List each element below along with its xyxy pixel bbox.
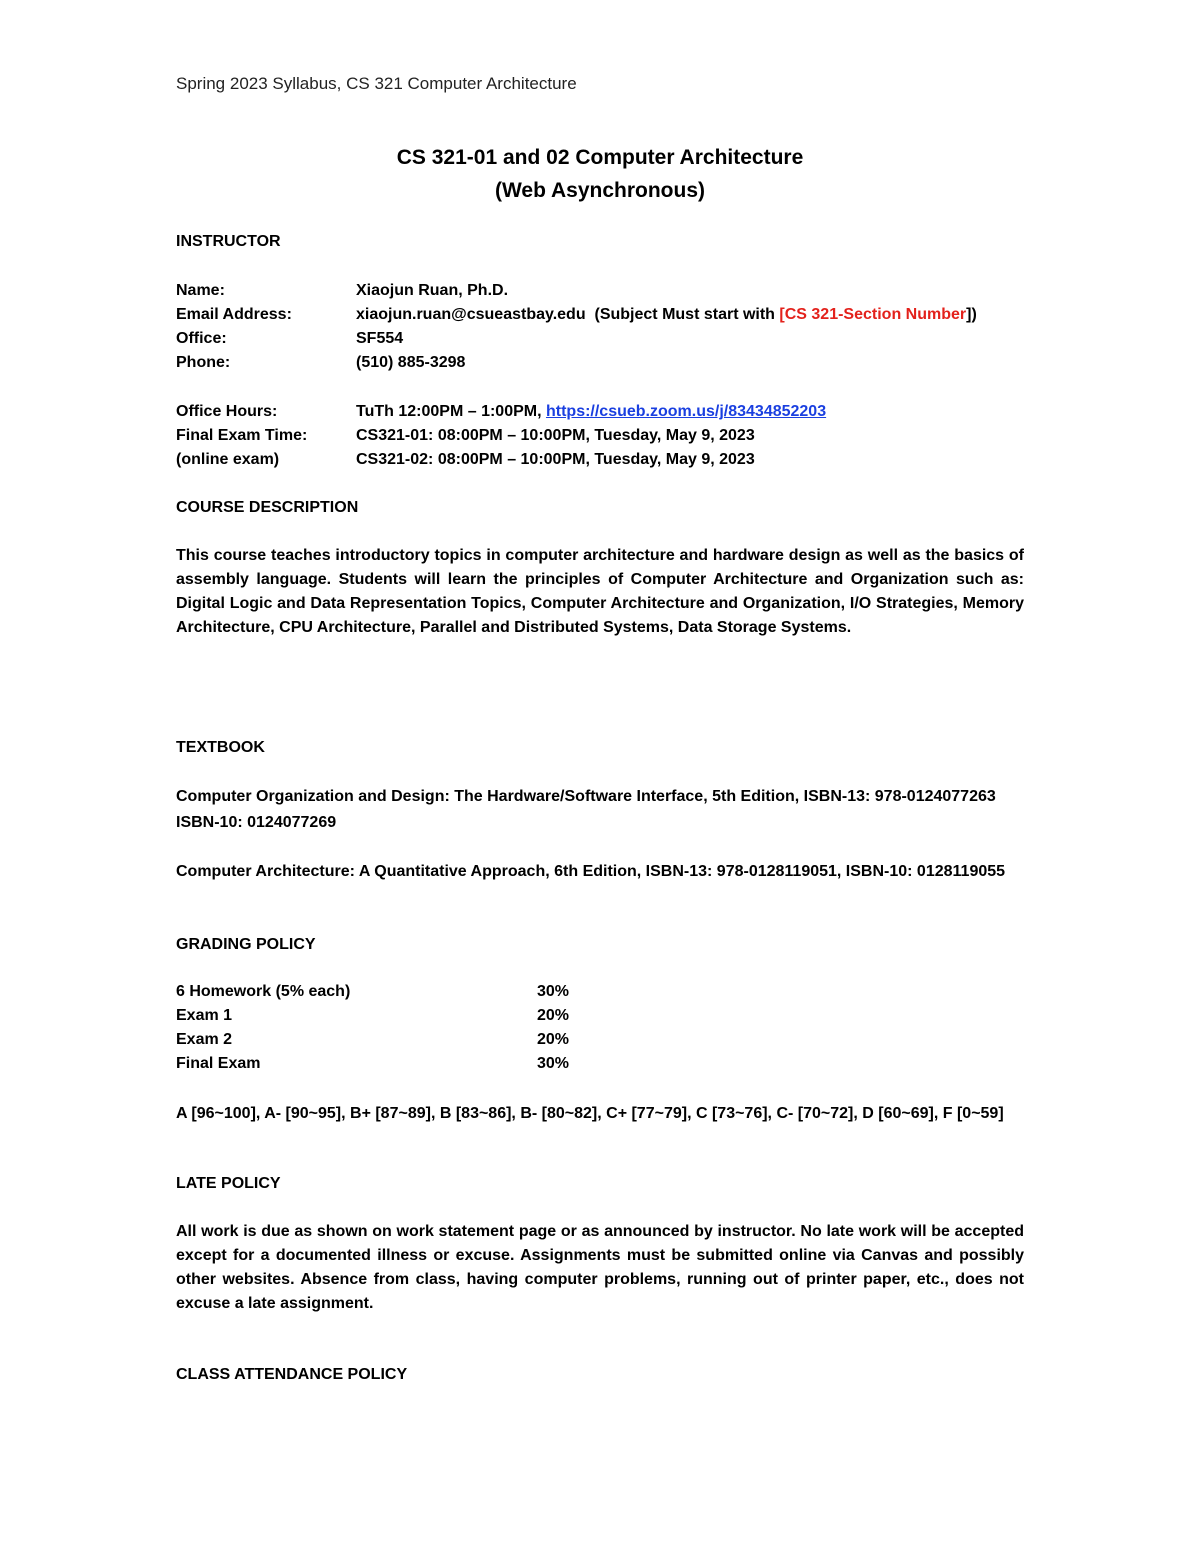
attendance-heading: CLASS ATTENDANCE POLICY xyxy=(176,1366,408,1383)
name-value: Xiaojun Ruan, Ph.D. xyxy=(356,282,509,299)
final-exam-section1: CS321-01: 08:00PM – 10:00PM, Tuesday, May 9, 2023 xyxy=(356,427,755,444)
email-line xyxy=(356,306,977,324)
office-value: SF554 xyxy=(356,330,404,347)
course-description-text: This course teaches introductory topics in computer architecture and hardware design as well as the basics of assembly language. Students will learn the principles of Computer Architecture and Organization such as: Digital Logic and Data Representation Topics, Computer Architecture and Organization, I/O Strategies, Memory Architecture, CPU Architecture, Parallel and Distributed Systems, Data Storage Systems. xyxy=(176,547,1024,636)
course-description-heading: COURSE DESCRIPTION xyxy=(176,499,359,516)
office-hours-line xyxy=(356,403,826,421)
email-note: (Subject Must start with xyxy=(594,306,780,323)
grade-item-final: Final Exam xyxy=(176,1055,261,1072)
grade-pct-exam2: 20% xyxy=(537,1031,570,1048)
phone-label: Phone: xyxy=(176,354,231,371)
email-subject-format: CS 321-Section Number xyxy=(784,306,967,323)
email-bracket-close: ] xyxy=(966,306,972,323)
office-hours-label: Office Hours: xyxy=(176,403,278,420)
textbook-heading: TEXTBOOK xyxy=(176,739,265,756)
late-policy-heading: LATE POLICY xyxy=(176,1175,281,1192)
course-title: CS 321-01 and 02 Computer Architecture xyxy=(396,146,804,169)
name-label: Name: xyxy=(176,282,225,299)
online-exam-label: (online exam) xyxy=(176,451,280,468)
grade-pct-final: 30% xyxy=(537,1055,570,1072)
grade-scale: A [96~100], A- [90~95], B+ [87~89], B [83~86], B- [80~82], C+ [77~79], C [73~76], C- [70~72], D [60~69], F [0~59] xyxy=(176,1105,1004,1122)
grade-item-homework: 6 Homework (5% each) xyxy=(176,983,351,1000)
grading-heading: GRADING POLICY xyxy=(176,936,316,953)
grade-item-exam1: Exam 1 xyxy=(176,1007,233,1024)
office-label: Office: xyxy=(176,330,227,347)
email-bracket-open: [ xyxy=(779,306,785,323)
zoom-link[interactable]: https://csueb.zoom.us/j/83434852203 xyxy=(545,403,827,420)
grade-pct-homework: 30% xyxy=(537,983,570,1000)
grade-pct-exam1: 20% xyxy=(537,1007,570,1024)
final-exam-section2: CS321-02: 08:00PM – 10:00PM, Tuesday, May 9, 2023 xyxy=(356,451,755,468)
email-label: Email Address: xyxy=(176,306,292,323)
phone-value: (510) 885-3298 xyxy=(356,354,466,371)
email-note-close: ) xyxy=(971,306,977,323)
textbook-1: Computer Organization and Design: The Hardware/Software Interface, 5th Edition, ISBN-13: 978-0124077263 ISBN-10: 0124077269 xyxy=(176,788,996,831)
final-exam-label: Final Exam Time: xyxy=(176,427,308,444)
course-subtitle: (Web Asynchronous) xyxy=(494,179,705,202)
page-header: Spring 2023 Syllabus, CS 321 Computer Architecture xyxy=(176,74,577,93)
office-hours-value: TuTh 12:00PM – 1:00PM, xyxy=(356,403,546,420)
email-value[interactable]: xiaojun.ruan@csueastbay.edu xyxy=(356,306,586,323)
late-policy-text: All work is due as shown on work statement page or as announced by instructor. No late work will be accepted except for a documented illness or excuse. Assignments must be submitted online via Canvas and possibly other websites. Absence from class, having computer problems, running out of printer paper, etc., does not excuse a late assignment. xyxy=(176,1223,1024,1312)
grade-item-exam2: Exam 2 xyxy=(176,1031,233,1048)
textbook-2: Computer Architecture: A Quantitative Approach, 6th Edition, ISBN-13: 978-0128119051, ISBN-10: 0128119055 xyxy=(176,863,1006,880)
instructor-heading: INSTRUCTOR xyxy=(176,233,281,250)
